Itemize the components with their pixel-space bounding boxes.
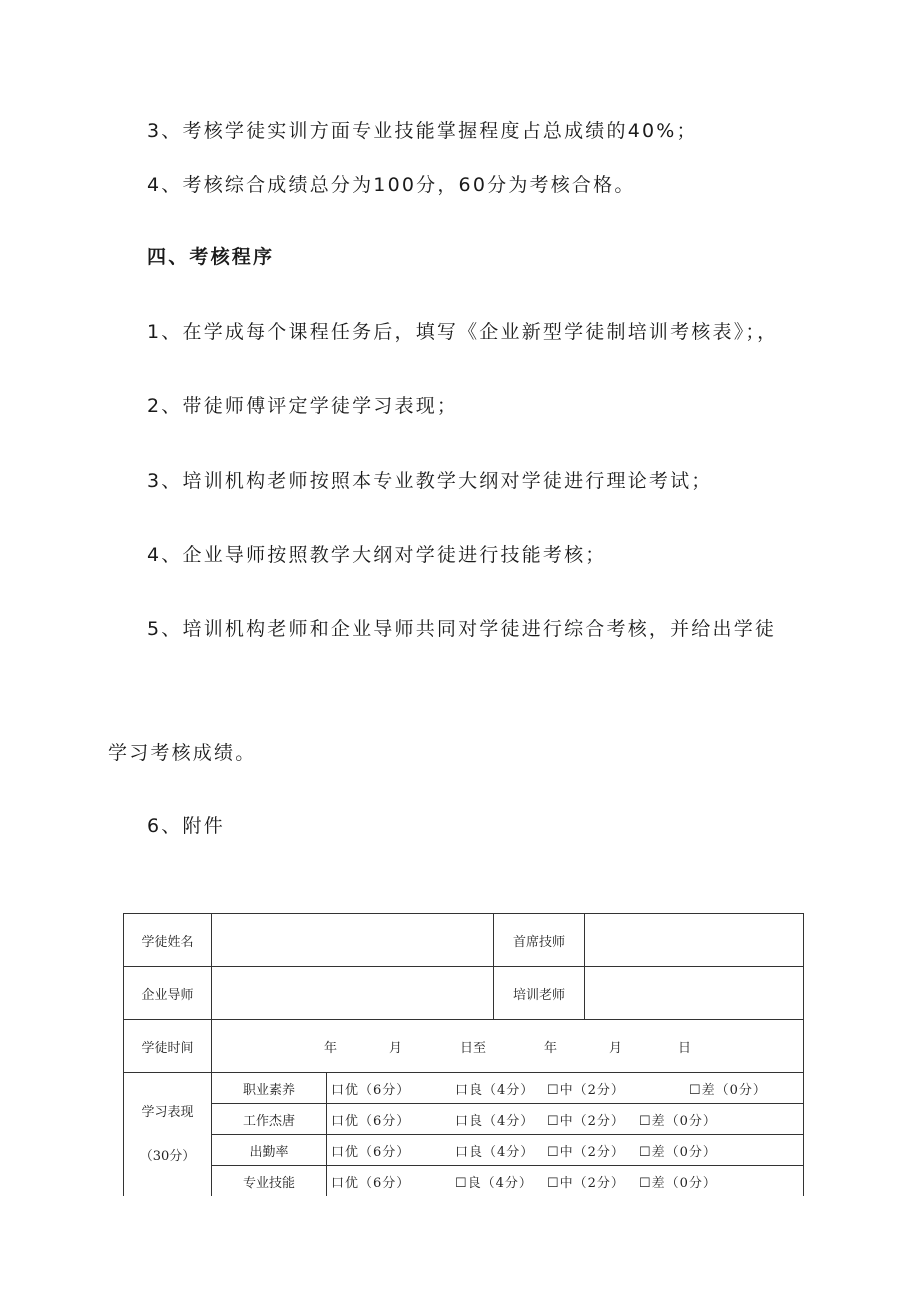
criterion-options xyxy=(327,1135,804,1166)
date-month-start: 月 xyxy=(388,1040,402,1056)
enterprise-mentor-label: 企业导师 xyxy=(124,967,212,1020)
step-1: 1、在学成每个课程任务后，填写《企业新型学徒制培训考核表》；， xyxy=(147,321,779,343)
criterion-name: 专业技能 xyxy=(212,1166,327,1197)
section-heading: 四、考核程序 xyxy=(147,246,275,268)
criterion-options xyxy=(327,1073,804,1104)
criterion-options xyxy=(327,1166,804,1197)
table-row xyxy=(124,967,804,1020)
training-teacher-field[interactable] xyxy=(585,967,804,1020)
date-year-start: 年 xyxy=(323,1040,337,1056)
option-medium[interactable]: ☐中（2分） xyxy=(547,1082,625,1098)
chief-technician-field[interactable] xyxy=(585,914,804,967)
date-day-start: 日至 xyxy=(459,1040,486,1056)
apprentice-period-field[interactable] xyxy=(212,1020,804,1073)
option-poor[interactable]: ☐差（0分） xyxy=(639,1113,717,1129)
table-row xyxy=(124,1104,804,1135)
paragraph-3: 3、考核学徒实训方面专业技能掌握程度占总成绩的40%； xyxy=(147,120,698,142)
option-excellent[interactable]: 口优（6分） xyxy=(331,1082,411,1098)
table-row xyxy=(124,914,804,967)
option-good[interactable]: 口良（4分） xyxy=(455,1144,535,1160)
table-row xyxy=(124,1135,804,1166)
criterion-name: 职业素养 xyxy=(212,1073,327,1104)
option-excellent[interactable]: 口优（6分） xyxy=(331,1175,411,1191)
option-excellent[interactable]: 口优（6分） xyxy=(331,1144,411,1160)
apprentice-name-field[interactable] xyxy=(212,914,494,967)
step-6: 6、附件 xyxy=(147,815,225,837)
step-5-line-2: 学习考核成绩。 xyxy=(108,742,257,764)
option-poor[interactable]: ☐差（0分） xyxy=(639,1175,717,1191)
date-month-end: 月 xyxy=(609,1040,623,1056)
option-good[interactable]: 口良（4分） xyxy=(455,1082,535,1098)
step-5-line-1: 5、培训机构老师和企业导师共同对学徒进行综合考核，并给出学徒 xyxy=(147,618,777,640)
apprentice-period-label: 学徒时间 xyxy=(124,1020,212,1073)
paragraph-4: 4、考核综合成绩总分为100分，60分为考核合格。 xyxy=(147,174,636,196)
enterprise-mentor-field[interactable] xyxy=(212,967,494,1020)
performance-label: 学习表现 xyxy=(141,1104,194,1120)
date-year-end: 年 xyxy=(544,1040,558,1056)
criterion-name: 工作杰唐 xyxy=(212,1104,327,1135)
option-good[interactable]: 口良（4分） xyxy=(455,1113,535,1129)
table-row xyxy=(124,1020,804,1073)
option-good[interactable]: ☐良（4分） xyxy=(455,1175,533,1191)
step-4: 4、企业导师按照教学大纲对学徒进行技能考核； xyxy=(147,544,607,566)
step-3: 3、培训机构老师按照本专业教学大纲对学徒进行理论考试； xyxy=(147,470,713,492)
option-medium[interactable]: ☐中（2分） xyxy=(547,1113,625,1129)
option-poor[interactable]: ☐差（0分） xyxy=(639,1144,717,1160)
option-poor[interactable]: ☐差（0分） xyxy=(689,1082,767,1098)
assessment-table xyxy=(123,913,804,1196)
performance-score: （30分） xyxy=(139,1148,196,1164)
performance-label-cell xyxy=(124,1073,212,1197)
chief-technician-label: 首席技师 xyxy=(494,914,585,967)
date-day-end: 日 xyxy=(678,1040,692,1056)
criterion-options xyxy=(327,1104,804,1135)
option-excellent[interactable]: 口优（6分） xyxy=(331,1113,411,1129)
table-row xyxy=(124,1073,804,1104)
assessment-form xyxy=(123,913,803,1195)
option-medium[interactable]: ☐中（2分） xyxy=(547,1144,625,1160)
apprentice-name-label: 学徒姓名 xyxy=(124,914,212,967)
step-2: 2、带徒师傅评定学徒学习表现； xyxy=(147,395,459,417)
table-row xyxy=(124,1166,804,1197)
option-medium[interactable]: ☐中（2分） xyxy=(547,1175,625,1191)
training-teacher-label: 培训老师 xyxy=(494,967,585,1020)
criterion-name: 出勤率 xyxy=(212,1135,327,1166)
